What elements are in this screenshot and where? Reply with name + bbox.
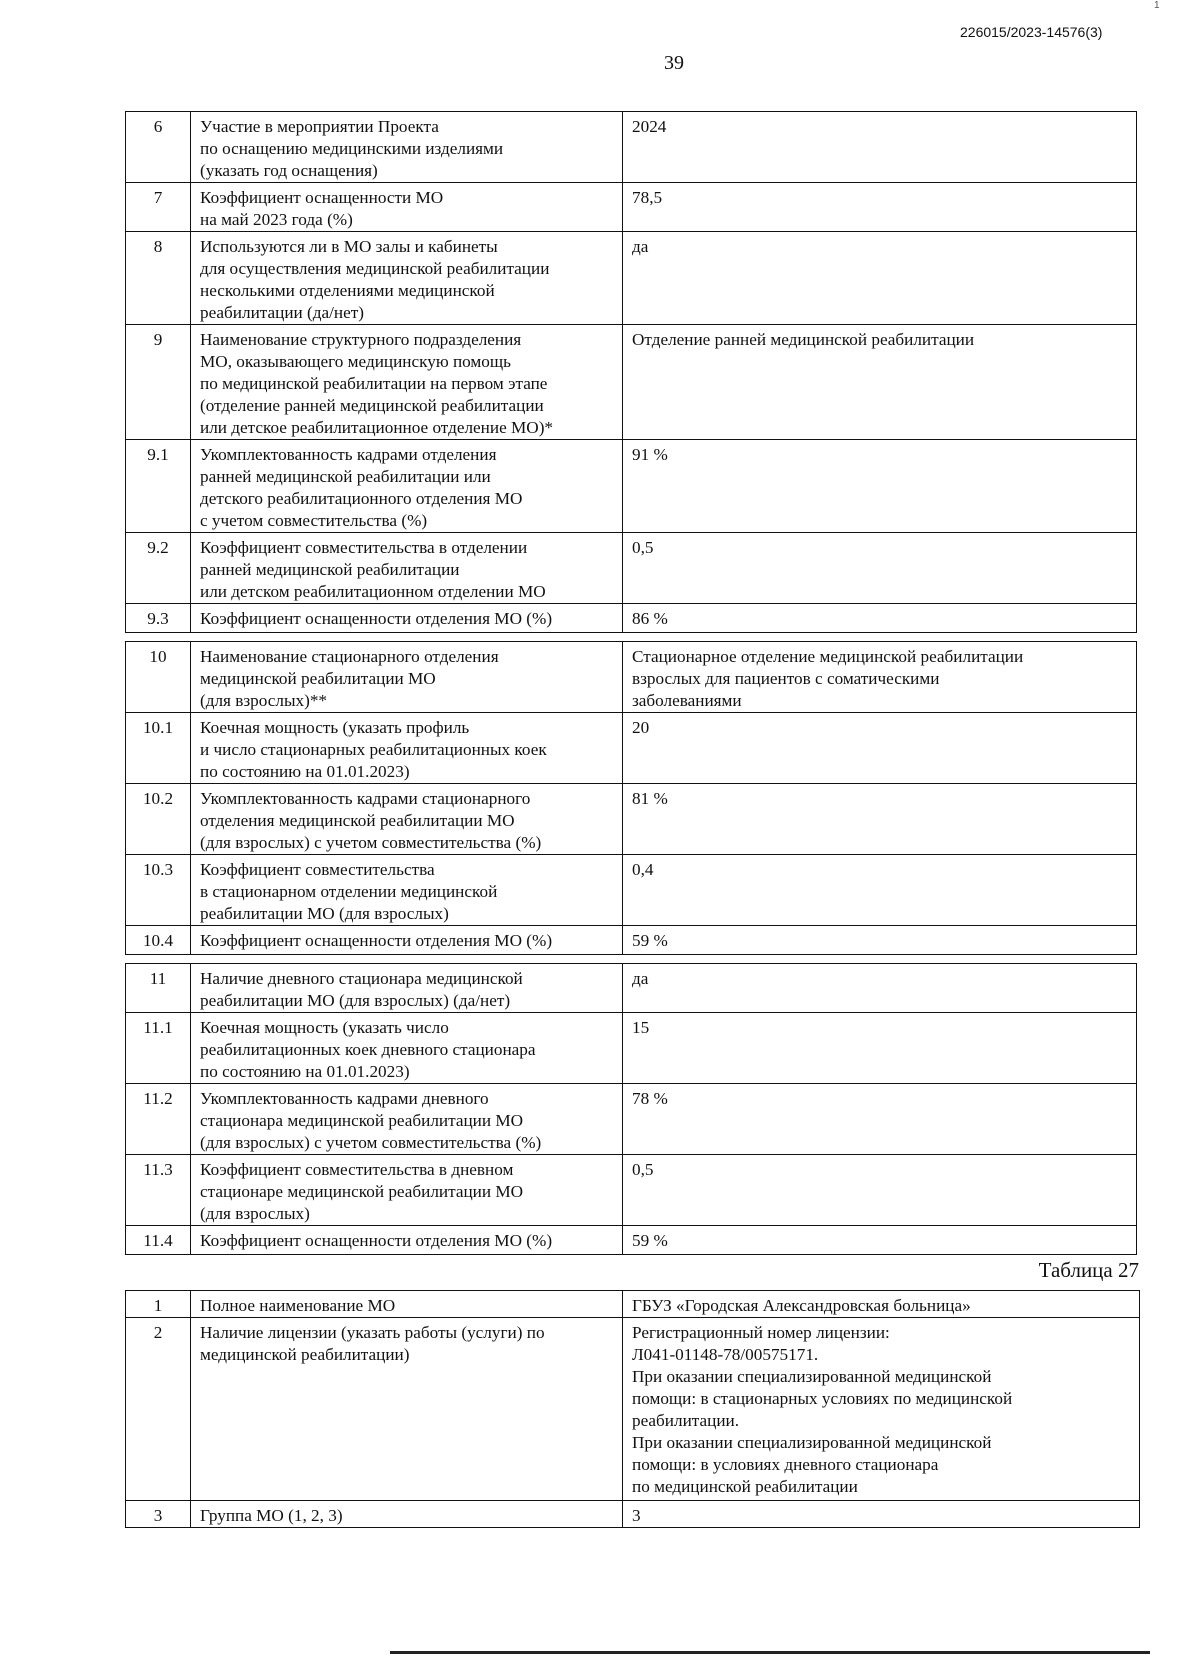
table-row <box>126 1318 1140 1501</box>
row-number: 9.1 <box>126 440 191 533</box>
row-value: 20 <box>623 713 1137 784</box>
row-value: 3 <box>623 1501 1140 1528</box>
table-row <box>126 642 1137 713</box>
table-row <box>126 784 1137 855</box>
row-label: Укомплектованность кадрами отделения ранней медицинской реабилитации или детского реабилитационного отделения МО с учетом совместительства (%) <box>191 440 623 533</box>
row-number: 6 <box>126 112 191 183</box>
row-number: 10.3 <box>126 855 191 926</box>
table-row <box>126 1291 1140 1318</box>
row-label: Коэффициент совместительства в дневном стационаре медицинской реабилитации МО (для взрослых) <box>191 1155 623 1226</box>
row-value: 59 % <box>623 926 1137 955</box>
table-row <box>126 964 1137 1013</box>
row-number: 9.2 <box>126 533 191 604</box>
row-label: Наименование стационарного отделения медицинской реабилитации МО (для взрослых)** <box>191 642 623 713</box>
table-gap <box>126 955 1137 964</box>
row-value: 86 % <box>623 604 1137 633</box>
table-row <box>126 183 1137 232</box>
row-label: Коэффициент совместительства в стационарном отделении медицинской реабилитации МО (для взрослых) <box>191 855 623 926</box>
table-row <box>126 440 1137 533</box>
table-row <box>126 325 1137 440</box>
table-row <box>126 855 1137 926</box>
table-row <box>126 1084 1137 1155</box>
table-row <box>126 232 1137 325</box>
row-label: Укомплектованность кадрами стационарного отделения медицинской реабилитации МО (для взрослых) с учетом совместительства (%) <box>191 784 623 855</box>
row-number: 11 <box>126 964 191 1013</box>
table-row <box>126 926 1137 955</box>
row-value: 0,5 <box>623 1155 1137 1226</box>
margin-mark: 1 <box>1154 0 1160 11</box>
row-label: Группа МО (1, 2, 3) <box>191 1501 623 1528</box>
scan-edge-line <box>390 1651 1150 1654</box>
row-value: 15 <box>623 1013 1137 1084</box>
table-row <box>126 533 1137 604</box>
row-value: 2024 <box>623 112 1137 183</box>
row-number: 9 <box>126 325 191 440</box>
row-label: Коэффициент оснащенности МО на май 2023 года (%) <box>191 183 623 232</box>
row-value: да <box>623 964 1137 1013</box>
table-row <box>126 1013 1137 1084</box>
row-value: ГБУЗ «Городская Александровская больница» <box>623 1291 1140 1318</box>
row-label: Коэффициент совместительства в отделении ранней медицинской реабилитации или детском реабилитационном отделении МО <box>191 533 623 604</box>
row-label: Коечная мощность (указать число реабилитационных коек дневного стационара по состоянию на 01.01.2023) <box>191 1013 623 1084</box>
row-value: Регистрационный номер лицензии: Л041-01148-78/00575171. При оказании специализированной медицинской помощи: в стационарных условиях по медицинской реабилитации. При оказании специализированной медицинской помощи: в условиях дневного стационара по медицинской реабилитации <box>623 1318 1140 1501</box>
row-number: 1 <box>126 1291 191 1318</box>
row-value: 78 % <box>623 1084 1137 1155</box>
row-value: 59 % <box>623 1226 1137 1255</box>
row-value: 0,5 <box>623 533 1137 604</box>
row-label: Коечная мощность (указать профиль и число стационарных реабилитационных коек по состоянию на 01.01.2023) <box>191 713 623 784</box>
row-number: 2 <box>126 1318 191 1501</box>
row-label: Наличие лицензии (указать работы (услуги) по медицинской реабилитации) <box>191 1318 623 1501</box>
row-number: 10 <box>126 642 191 713</box>
row-value: да <box>623 232 1137 325</box>
row-label: Коэффициент оснащенности отделения МО (%) <box>191 604 623 633</box>
row-label: Наличие дневного стационара медицинской реабилитации МО (для взрослых) (да/нет) <box>191 964 623 1013</box>
table-row <box>126 713 1137 784</box>
row-value: 78,5 <box>623 183 1137 232</box>
table-row <box>126 1226 1137 1255</box>
row-value: 0,4 <box>623 855 1137 926</box>
row-number: 10.4 <box>126 926 191 955</box>
row-label: Участие в мероприятии Проекта по оснащению медицинскими изделиями (указать год оснащения) <box>191 112 623 183</box>
row-number: 10.2 <box>126 784 191 855</box>
row-number: 11.1 <box>126 1013 191 1084</box>
row-value: 81 % <box>623 784 1137 855</box>
row-label: Используются ли в МО залы и кабинеты для осуществления медицинской реабилитации несколькими отделениями медицинской реабилитации (да/нет) <box>191 232 623 325</box>
row-number: 8 <box>126 232 191 325</box>
row-number: 11.3 <box>126 1155 191 1226</box>
row-number: 11.2 <box>126 1084 191 1155</box>
row-value: Стационарное отделение медицинской реабилитации взрослых для пациентов с соматическими заболеваниями <box>623 642 1137 713</box>
row-number: 7 <box>126 183 191 232</box>
table-row <box>126 1501 1140 1528</box>
table-row <box>126 112 1137 183</box>
table-row <box>126 604 1137 633</box>
row-label: Полное наименование МО <box>191 1291 623 1318</box>
document-registration-number: 226015/2023-14576(3) <box>960 24 1103 40</box>
row-number: 10.1 <box>126 713 191 784</box>
row-number: 3 <box>126 1501 191 1528</box>
row-label: Коэффициент оснащенности отделения МО (%) <box>191 1226 623 1255</box>
page-number: 39 <box>664 52 684 74</box>
row-value: Отделение ранней медицинской реабилитации <box>623 325 1137 440</box>
table-27 <box>125 1290 1140 1528</box>
table-gap <box>126 633 1137 642</box>
row-label: Коэффициент оснащенности отделения МО (%) <box>191 926 623 955</box>
row-value: 91 % <box>623 440 1137 533</box>
main-table <box>125 111 1137 1255</box>
table-row <box>126 1155 1137 1226</box>
row-number: 11.4 <box>126 1226 191 1255</box>
row-number: 9.3 <box>126 604 191 633</box>
row-label: Наименование структурного подразделения МО, оказывающего медицинскую помощь по медицинской реабилитации на первом этапе (отделение ранней медицинской реабилитации или детское реабилитационное отделение МО)* <box>191 325 623 440</box>
row-label: Укомплектованность кадрами дневного стационара медицинской реабилитации МО (для взрослых) с учетом совместительства (%) <box>191 1084 623 1155</box>
table-caption: Таблица 27 <box>1038 1258 1139 1282</box>
